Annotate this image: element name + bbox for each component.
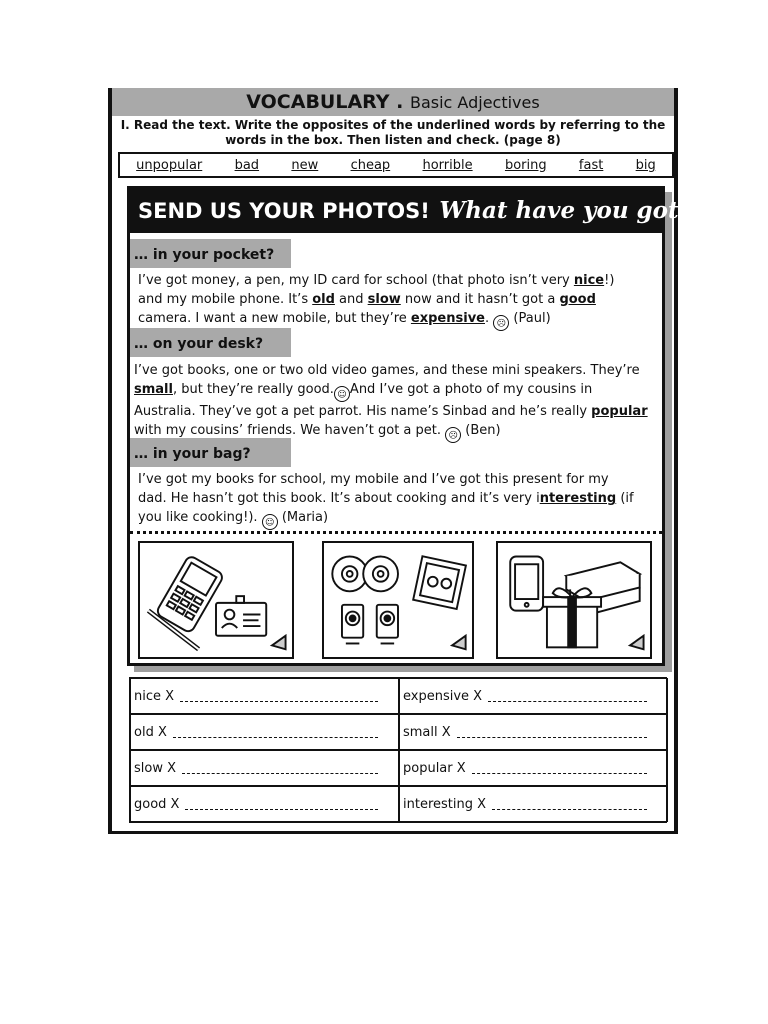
answer-blank[interactable]	[173, 727, 378, 738]
underlined-word: nice	[573, 273, 605, 288]
answer-cell[interactable]: nice X	[130, 678, 399, 714]
word-box-item: new	[291, 157, 319, 173]
phone-gift-books-icon	[498, 543, 650, 657]
text-line: I’ve got books, one or two old video games, and these mini speakers. They’re	[134, 363, 640, 378]
instruction-line-2: words in the box. Then listen and check. (page 8)	[225, 133, 561, 147]
happy-face-icon: ☺	[334, 386, 350, 402]
text-line: I’ve got my books for school, my mobile and I’ve got this present for my	[138, 472, 609, 487]
word-box-item: boring	[504, 157, 547, 173]
title-bar	[112, 88, 674, 116]
dotted-divider	[130, 531, 662, 534]
word-box-item: fast	[578, 157, 604, 173]
title-main: VOCABULARY	[246, 91, 390, 113]
sad-face-icon: ☹	[445, 427, 461, 443]
underlined-word: slow	[367, 292, 401, 307]
answer-cell[interactable]: expensive X	[399, 678, 668, 714]
section-text-pocket	[138, 271, 658, 331]
happy-face-icon: ☺	[262, 514, 278, 530]
answer-cell[interactable]: interesting X	[399, 786, 668, 822]
answer-table	[129, 677, 667, 823]
answer-cell[interactable]: old X	[130, 714, 399, 750]
pocket-illustration	[138, 541, 294, 659]
section-text-bag	[138, 470, 658, 530]
text-line: I’ve got money, a pen, my ID card for school (that photo isn’t very nice!)	[138, 273, 615, 288]
section-text-desk	[134, 361, 662, 443]
underlined-word: popular	[591, 404, 648, 419]
article-panel	[127, 186, 702, 666]
word-box-item: horrible	[422, 157, 473, 173]
answer-blank[interactable]	[488, 691, 647, 702]
section-heading-pocket: … in your pocket?	[130, 239, 291, 268]
cds-speakers-photo-icon	[324, 543, 472, 657]
answer-blank[interactable]	[492, 799, 647, 810]
text-line: Australia. They’ve got a pet parrot. His name’s Sinbad and he’s really popular	[134, 404, 648, 419]
answer-blank[interactable]	[472, 763, 647, 774]
text-line: and my mobile phone. It’s old and slow now and it hasn’t got a good	[138, 292, 596, 307]
word-box-item: bad	[234, 157, 260, 173]
underlined-word: old	[312, 292, 335, 307]
banner-right: What have you got…	[439, 197, 702, 224]
section-heading-bag: … in your bag?	[130, 438, 291, 467]
text-line: you like cooking!). ☺ (Maria)	[138, 510, 329, 528]
instruction	[112, 118, 674, 150]
answer-blank[interactable]	[182, 763, 378, 774]
text-line: dad. He hasn’t got this book. It’s about cooking and it’s very interesting (if	[138, 491, 634, 506]
answer-cell[interactable]: small X	[399, 714, 668, 750]
underlined-word: good	[559, 292, 596, 307]
text-line: camera. I want a new mobile, but they’re expensive. ☹ (Paul)	[138, 311, 551, 329]
word-box-item: unpopular	[136, 157, 203, 173]
underlined-word: expensive	[410, 311, 485, 326]
word-box	[118, 152, 674, 178]
article-banner	[130, 189, 702, 233]
text-line: with my cousins’ friends. We haven’t got a pet. ☹ (Ben)	[134, 423, 501, 441]
word-box-item: cheap	[350, 157, 391, 173]
answer-cell[interactable]: slow X	[130, 750, 399, 786]
phone-idcard-pen-icon	[140, 543, 292, 657]
answer-cell[interactable]: popular X	[399, 750, 668, 786]
underlined-word: nteresting	[539, 491, 617, 506]
desk-illustration	[322, 541, 474, 659]
answer-blank[interactable]	[185, 799, 378, 810]
answer-blank[interactable]	[457, 727, 647, 738]
sad-face-icon: ☹	[493, 315, 509, 331]
title-sub: Basic Adjectives	[409, 93, 540, 112]
bag-illustration	[496, 541, 652, 659]
worksheet	[108, 88, 702, 834]
section-heading-desk: … on your desk?	[130, 328, 291, 357]
answer-cell[interactable]: good X	[130, 786, 399, 822]
text-line: small, but they’re really good. ☺ And I’ve got a photo of my cousins in	[134, 382, 593, 400]
word-box-item: big	[635, 157, 656, 173]
instruction-line-1: I. Read the text. Write the opposites of the underlined words by referring to the	[120, 118, 666, 132]
banner-left: SEND US YOUR PHOTOS!	[138, 199, 430, 223]
title-separator: .	[389, 91, 410, 113]
underlined-word: small	[134, 382, 173, 397]
answer-blank[interactable]	[180, 691, 378, 702]
